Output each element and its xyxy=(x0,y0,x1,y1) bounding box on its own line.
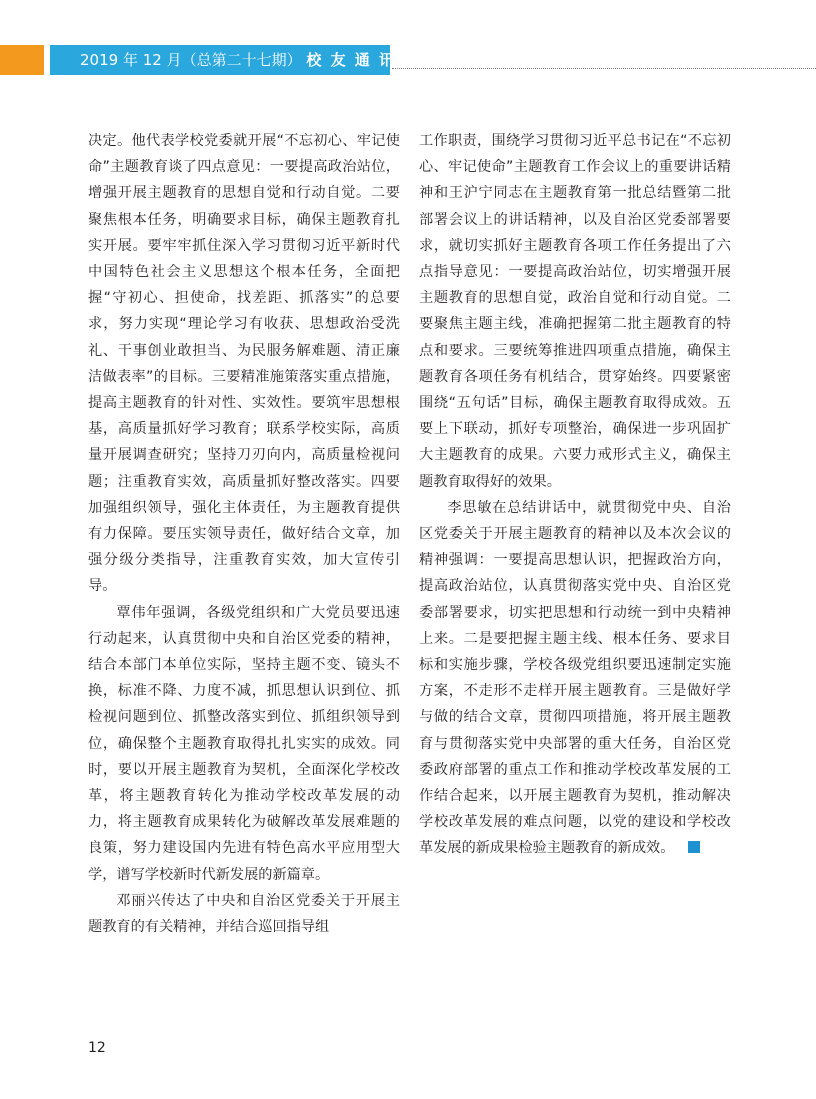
header-dotted-rule xyxy=(392,68,816,69)
paragraph-final xyxy=(419,495,731,862)
right-column xyxy=(419,128,731,862)
running-header xyxy=(50,45,397,75)
paragraph: 覃伟年强调，各级党组织和广大党员要迅速行动起来，认真贯彻中央和自治区党委的精神，结合本部门本单位实际，坚持主题不变、镜头不换，标准不降、力度不减，抓思想认识到位、抓检视问题到位、抓整改落实到位、抓组织领导到位，确保整个主题教育取得扎扎实实的成效。同时，要以开展主题教育为契机，全面深化学校改革，将主题教育转化为推动学校改革发展的动力，将主题教育成果转化为破解改革发展难题的良策，努力建设国内先进有特色高水平应用型大学，谱写学校新时代新发展的新篇章。 xyxy=(88,604,400,883)
paragraph: 邓丽兴传达了中央和自治区党委关于开展主题教育的有关精神，并结合巡回指导组 xyxy=(88,892,400,936)
paragraph-text: 李思敏在总结讲话中，就贯彻党中央、自治区党委关于开展主题教育的精神以及本次会议的精神强调：一要提高思想认识，把握政治方向，提高政治站位，认真贯彻落实党中央、自治区党委部署要求，切实把思想和行动统一到中央精神上来。二是要把握主题主线、根本任务、要求目标和实施步骤，学校各级党组织要迅速制定实施方案，不走形不走样开展主题教育。三是做好学与做的结合文章，贯彻四项措施，将开展主题教育与贯彻落实党中央部署的重大任务，自治区党委政府部署的重点工作和推动学校改革发展的工作结合起来，以开展主题教育为契机，推动解决学校改革发展的难点问题，以党的建设和学校改革发展的新成果检验主题教育的新成效。 xyxy=(419,499,731,857)
header-magazine-title: 校 友 通 讯 xyxy=(306,51,397,69)
header-issue: 2019 年 12 月（总第二十七期） xyxy=(80,51,302,69)
left-column xyxy=(88,128,400,940)
page-number: 12 xyxy=(88,1040,106,1056)
paragraph: 工作职责，围绕学习贯彻习近平总书记在“不忘初心、牢记使命”主题教育工作会议上的重要讲话精神和王沪宁同志在主题教育第一批总结暨第二批部署会议上的讲话精神，以及自治区党委部署要求，就切实抓好主题教育各项工作任务提出了六点指导意见：一要提高政治站位，切实增强开展主题教育的思想自觉，政治自觉和行动自觉。二要聚焦主题主线，准确把握第二批主题教育的特点和要求。三要统筹推进四项重点措施，确保主题教育各项任务有机结合，贯穿始终。四要紧密围绕“五句话”目标，确保主题教育取得成效。五要上下联动，抓好专项整治，确保进一步巩固扩大主题教育的成果。六要力戒形式主义，确保主题教育取得好的效果。 xyxy=(419,133,731,490)
article-end-mark xyxy=(688,841,700,853)
header-accent-block xyxy=(0,45,44,75)
paragraph: 决定。他代表学校党委就开展“不忘初心、牢记使命”主题教育谈了四点意见：一要提高政治站位，增强开展主题教育的思想自觉和行动自觉。二要聚焦根本任务，明确要求目标，确保主题教育扎实开展。要牢牢抓住深入学习贯彻习近平新时代中国特色社会主义思想这个根本任务，全面把握“守初心、担使命，找差距、抓落实”的总要求，努力实现“理论学习有收获、思想政治受洗礼、干事创业敢担当、为民服务解难题、清正廉洁做表率”的目标。三要精准施策落实重点措施，提高主题教育的针对性、实效性。要筑牢思想根基，高质量抓好学习教育；联系学校实际，高质量开展调查研究；坚持刀刃向内，高质量检视问题；注重教育实效，高质量抓好整改落实。四要加强组织领导，强化主体责任，为主题教育提供有力保障。要压实领导责任，做好结合文章，加强分级分类指导，注重教育实效，加大宣传引导。 xyxy=(88,133,400,595)
